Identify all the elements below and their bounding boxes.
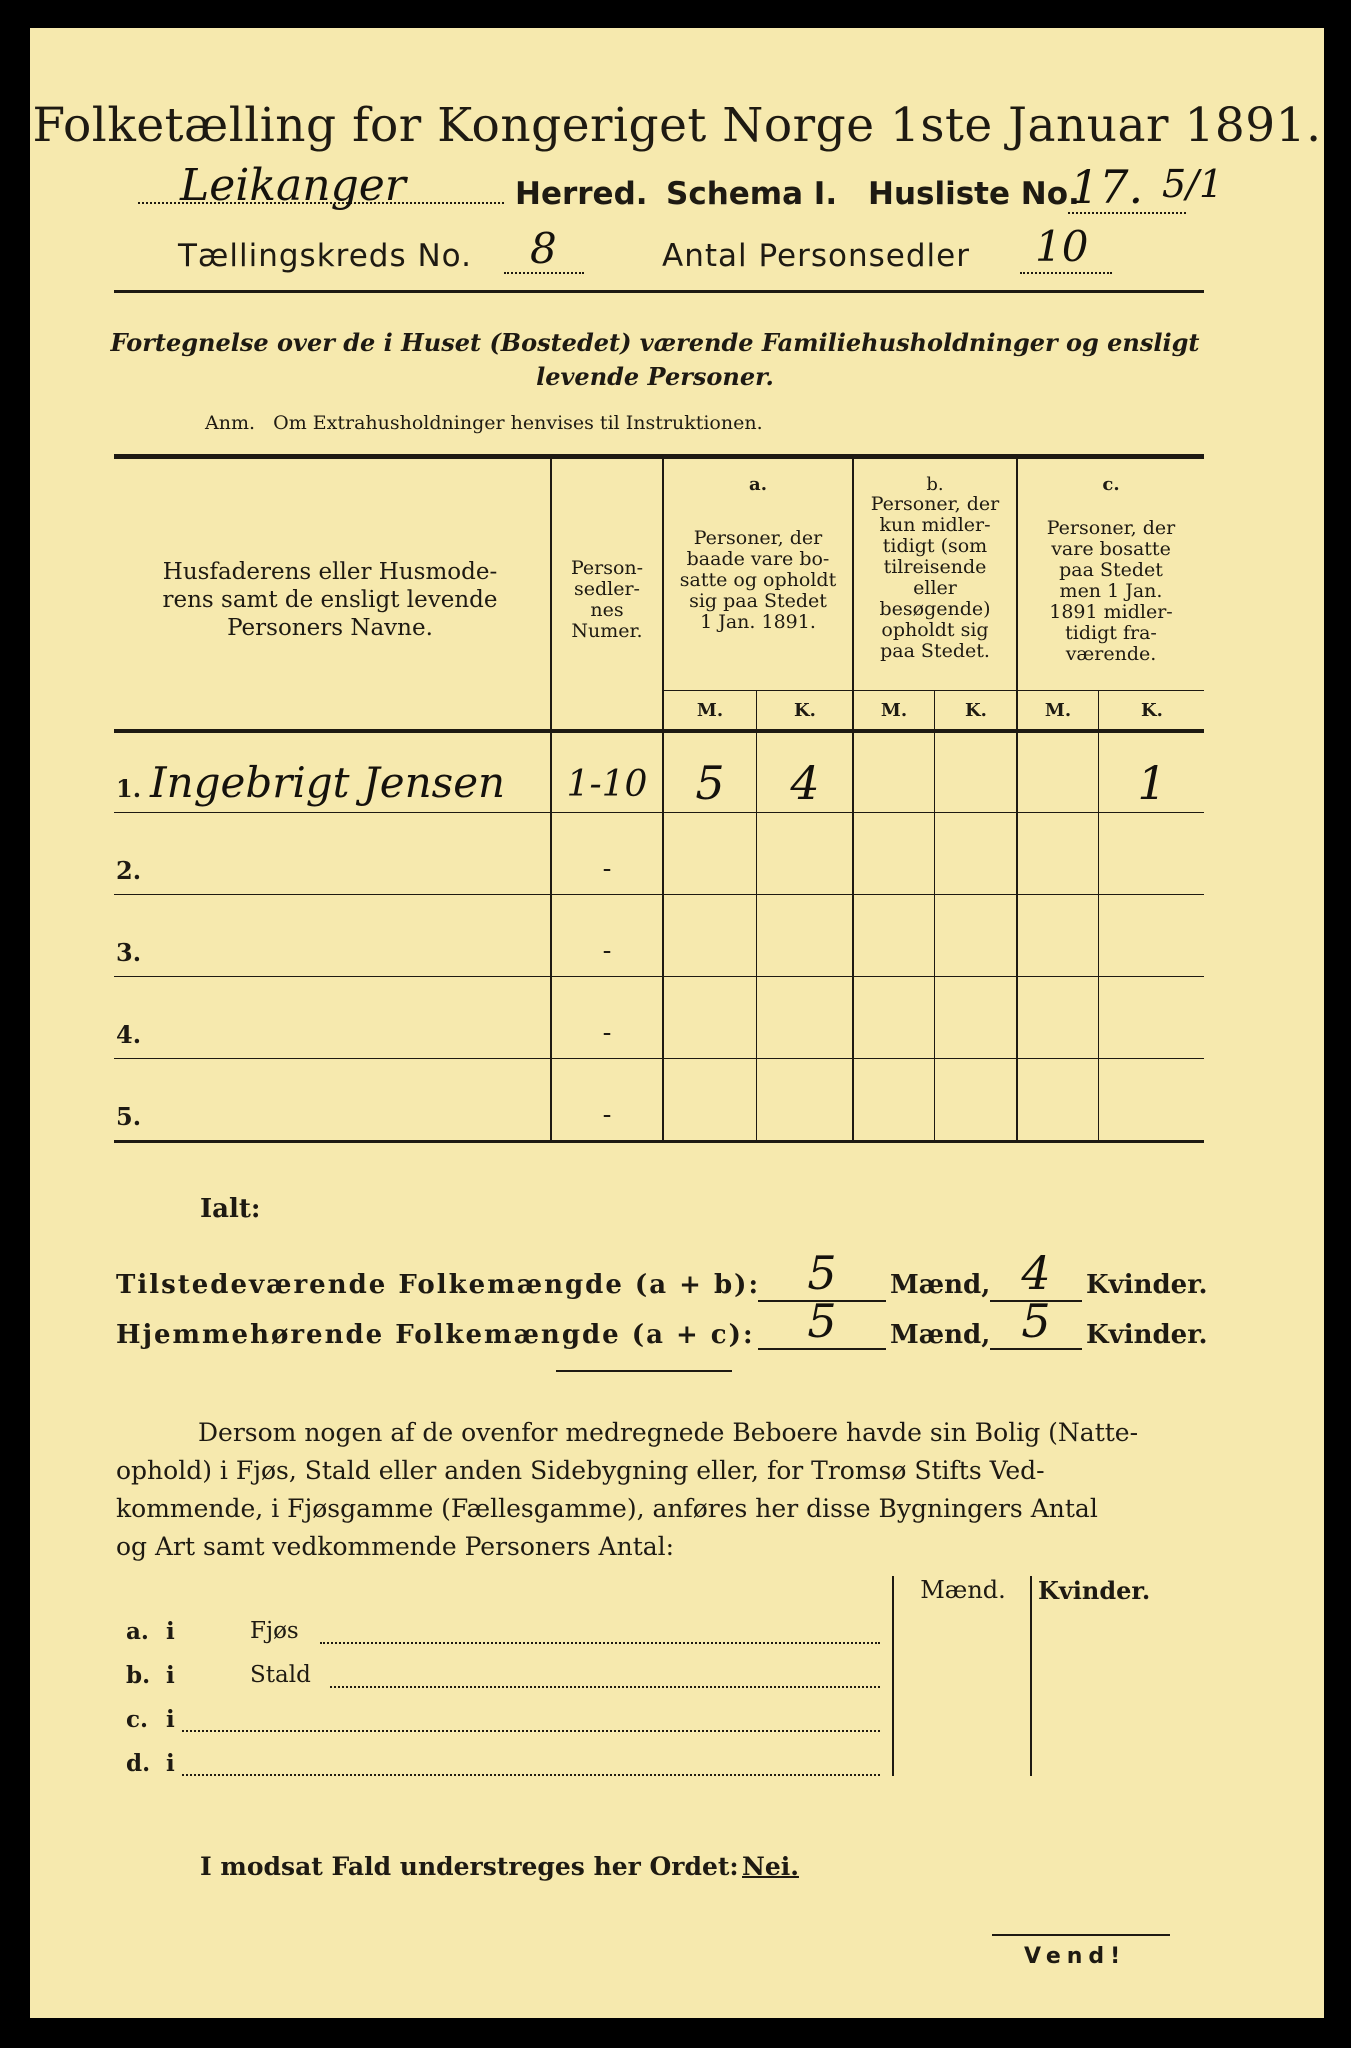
col-name-header-line: Husfaderens eller Husmode- xyxy=(162,559,498,585)
col-a-letter: a. xyxy=(749,474,767,495)
col-b-header-line: tilreisende xyxy=(883,556,987,578)
col-name-header xyxy=(120,558,540,642)
row-person-numbers[interactable]: - xyxy=(602,1100,612,1130)
row-line xyxy=(114,1058,1204,1059)
row-person-numbers[interactable]: - xyxy=(602,854,612,884)
col-divider-a-mk xyxy=(756,690,757,1140)
col-b-header-line: opholdt sig xyxy=(881,619,989,641)
row-name[interactable]: Ingebrigt Jensen xyxy=(150,758,506,807)
col-b-header-line: tidigt (som xyxy=(882,535,988,557)
outbuilding-prep: i xyxy=(166,1750,175,1777)
col-num-header-line: nes xyxy=(590,599,624,621)
col-num-header-line: sedler- xyxy=(574,578,640,600)
outbuildings-para-line: og Art samt vedkommende Personers Antal: xyxy=(116,1532,675,1561)
col-num-header xyxy=(554,558,660,642)
outbuilding-name: Fjøs xyxy=(250,1618,299,1644)
col-c-header-line: tidigt fra- xyxy=(1065,622,1157,644)
kreds-label: Tællingskreds No. xyxy=(178,238,472,274)
row-a-k[interactable]: 4 xyxy=(790,756,820,810)
herred-value[interactable]: Leikanger xyxy=(180,160,406,211)
table-top-rule xyxy=(114,454,1204,459)
intro-line-2: levende Personer. xyxy=(536,362,774,391)
schema-label: Schema I. xyxy=(666,176,838,212)
col-c-header xyxy=(1018,518,1204,665)
tilstede-label: Tilstedeværende Folkemængde (a + b): xyxy=(116,1270,761,1300)
nei-word[interactable]: Nei. xyxy=(742,1852,799,1881)
col-name-header-line: Personers Navne. xyxy=(227,615,433,641)
col-c-header-line: værende. xyxy=(1065,643,1157,665)
tilstede-kvinder-value[interactable]: 4 xyxy=(1021,1246,1051,1300)
antal-label: Antal Personsedler xyxy=(662,238,970,274)
tilstede-kvinder-label: Kvinder. xyxy=(1086,1270,1208,1300)
row-line xyxy=(114,812,1204,813)
antal-value[interactable]: 10 xyxy=(1035,222,1089,271)
header-rule xyxy=(114,290,1204,293)
husliste-value[interactable]: 17. xyxy=(1070,160,1144,214)
outbuilding-letter: b. xyxy=(126,1662,151,1689)
table-header-rule xyxy=(114,729,1204,733)
col-c-header-line: Personer, der xyxy=(1046,517,1176,539)
row-a-m[interactable]: 5 xyxy=(695,756,725,810)
col-a-header-line: 1 Jan. 1891. xyxy=(700,611,816,633)
outbuildings-maend-header: Mænd. xyxy=(920,1576,1006,1604)
row-person-numbers[interactable]: - xyxy=(602,1018,612,1048)
outbuilding-fill-line[interactable] xyxy=(330,1686,880,1688)
col-b-letter: b. xyxy=(926,474,944,495)
row-number: 2. xyxy=(116,856,142,885)
outbuilding-fill-line[interactable] xyxy=(320,1642,880,1644)
col-a-header-line: Personer, der xyxy=(693,527,823,549)
col-b-header-line: Personer, der xyxy=(870,493,1000,515)
row-line xyxy=(114,894,1204,895)
col-a-header xyxy=(664,528,852,633)
tilstede-maend-label: Mænd, xyxy=(890,1270,991,1300)
outbuilding-prep: i xyxy=(166,1662,175,1689)
kreds-value[interactable]: 8 xyxy=(530,224,557,273)
col-b-header-line: eller xyxy=(913,577,957,599)
col-a-header-line: satte og opholdt xyxy=(679,569,837,591)
col-b-header-line: kun midler- xyxy=(879,514,991,536)
herred-label: Herred. xyxy=(515,176,648,212)
col-divider-c-mk xyxy=(1098,690,1099,1140)
husliste-label: Husliste No. xyxy=(868,176,1080,212)
col-a-header-line: sig paa Stedet xyxy=(689,590,827,612)
row-number: 5. xyxy=(116,1102,142,1131)
col-c-header-line: paa Stedet xyxy=(1059,559,1163,581)
outbuilding-fill-line[interactable] xyxy=(182,1774,880,1776)
a-k-header: K. xyxy=(794,700,816,721)
outbuilding-letter: d. xyxy=(126,1750,151,1777)
col-b-header-line: paa Stedet. xyxy=(880,640,990,662)
row-line xyxy=(114,976,1204,977)
tilstede-maend-value[interactable]: 5 xyxy=(807,1246,837,1300)
outbuilding-letter: c. xyxy=(126,1706,149,1733)
vend-rule xyxy=(992,1934,1170,1936)
husliste-extra: 5/1 xyxy=(1162,162,1224,206)
form-title: Folketælling for Kongeriget Norge 1ste Januar 1891. xyxy=(32,98,1322,153)
hjemme-kvinder-label: Kvinder. xyxy=(1086,1320,1208,1350)
table-bottom-rule xyxy=(114,1140,1204,1143)
col-num-header-line: Person- xyxy=(570,557,644,579)
outbuilding-letter: a. xyxy=(126,1618,149,1645)
antal-fill-line xyxy=(1020,272,1112,274)
c-k-header: K. xyxy=(1141,700,1163,721)
modsat-fald-label: I modsat Fald understreges her Ordet: xyxy=(200,1852,739,1881)
col-c-letter: c. xyxy=(1102,474,1120,495)
intro-line-1: Fortegnelse over de i Huset (Bostedet) værende Familiehusholdninger og ensligt xyxy=(110,328,1200,357)
col-divider-b-mk xyxy=(934,690,935,1140)
col-c-header-line: vare bosatte xyxy=(1051,538,1171,560)
col-b-header xyxy=(854,494,1016,662)
b-m-header: M. xyxy=(880,700,908,721)
row-person-numbers[interactable]: 1-10 xyxy=(566,764,648,805)
outbuildings-kvinder-header: Kvinder. xyxy=(1038,1576,1151,1605)
col-b-header-line: besøgende) xyxy=(879,598,991,620)
row-number: 1. xyxy=(116,774,142,803)
outbuildings-para-line: ophold) i Fjøs, Stald eller anden Sidebygning eller, for Tromsø Stifts Ved- xyxy=(116,1456,1045,1485)
hjemme-kvinder-value[interactable]: 5 xyxy=(1021,1294,1051,1348)
col-divider-1 xyxy=(550,458,552,1140)
outbuilding-fill-line[interactable] xyxy=(182,1730,880,1732)
vend-label: Vend! xyxy=(1024,1944,1127,1969)
outbuilding-prep: i xyxy=(166,1706,175,1733)
row-number: 3. xyxy=(116,938,142,967)
hjemme-k-line xyxy=(990,1348,1082,1350)
col-name-header-line: rens samt de ensligt levende xyxy=(162,587,498,613)
outbuildings-divider-1 xyxy=(892,1576,894,1776)
hjemme-maend-label: Mænd, xyxy=(890,1320,991,1350)
hjemme-maend-value[interactable]: 5 xyxy=(807,1294,837,1348)
a-m-header: M. xyxy=(696,700,724,721)
row-c-k[interactable]: 1 xyxy=(1137,756,1167,810)
row-number: 4. xyxy=(116,1020,142,1049)
c-m-header: M. xyxy=(1044,700,1072,721)
mk-subheader-rule xyxy=(662,690,1204,691)
outbuildings-divider-2 xyxy=(1030,1576,1032,1776)
col-a-header-line: baade vare bo- xyxy=(686,548,830,570)
ialt-label: Ialt: xyxy=(200,1194,261,1224)
col-num-header-line: Numer. xyxy=(571,620,643,642)
row-person-numbers[interactable]: - xyxy=(602,936,612,966)
intro-note: Anm. Om Extrahusholdninger henvises til Instruktionen. xyxy=(205,412,763,434)
outbuildings-para-line: Dersom nogen af de ovenfor medregnede Beboere havde sin Bolig (Natte- xyxy=(198,1418,1139,1447)
b-k-header: K. xyxy=(965,700,987,721)
outbuilding-prep: i xyxy=(166,1618,175,1645)
outbuilding-name: Stald xyxy=(250,1662,311,1688)
section-divider xyxy=(556,1370,732,1372)
col-c-header-line: 1891 midler- xyxy=(1049,601,1173,623)
census-form-page xyxy=(30,28,1324,2018)
hjemme-label: Hjemmehørende Folkemængde (a + c): xyxy=(116,1320,755,1350)
hjemme-m-line xyxy=(758,1348,886,1350)
outbuildings-paragraph xyxy=(116,1414,1206,1566)
outbuildings-para-line: kommende, i Fjøsgamme (Fællesgamme), anføres her disse Bygningers Antal xyxy=(116,1494,1098,1523)
col-c-header-line: men 1 Jan. xyxy=(1059,580,1163,602)
